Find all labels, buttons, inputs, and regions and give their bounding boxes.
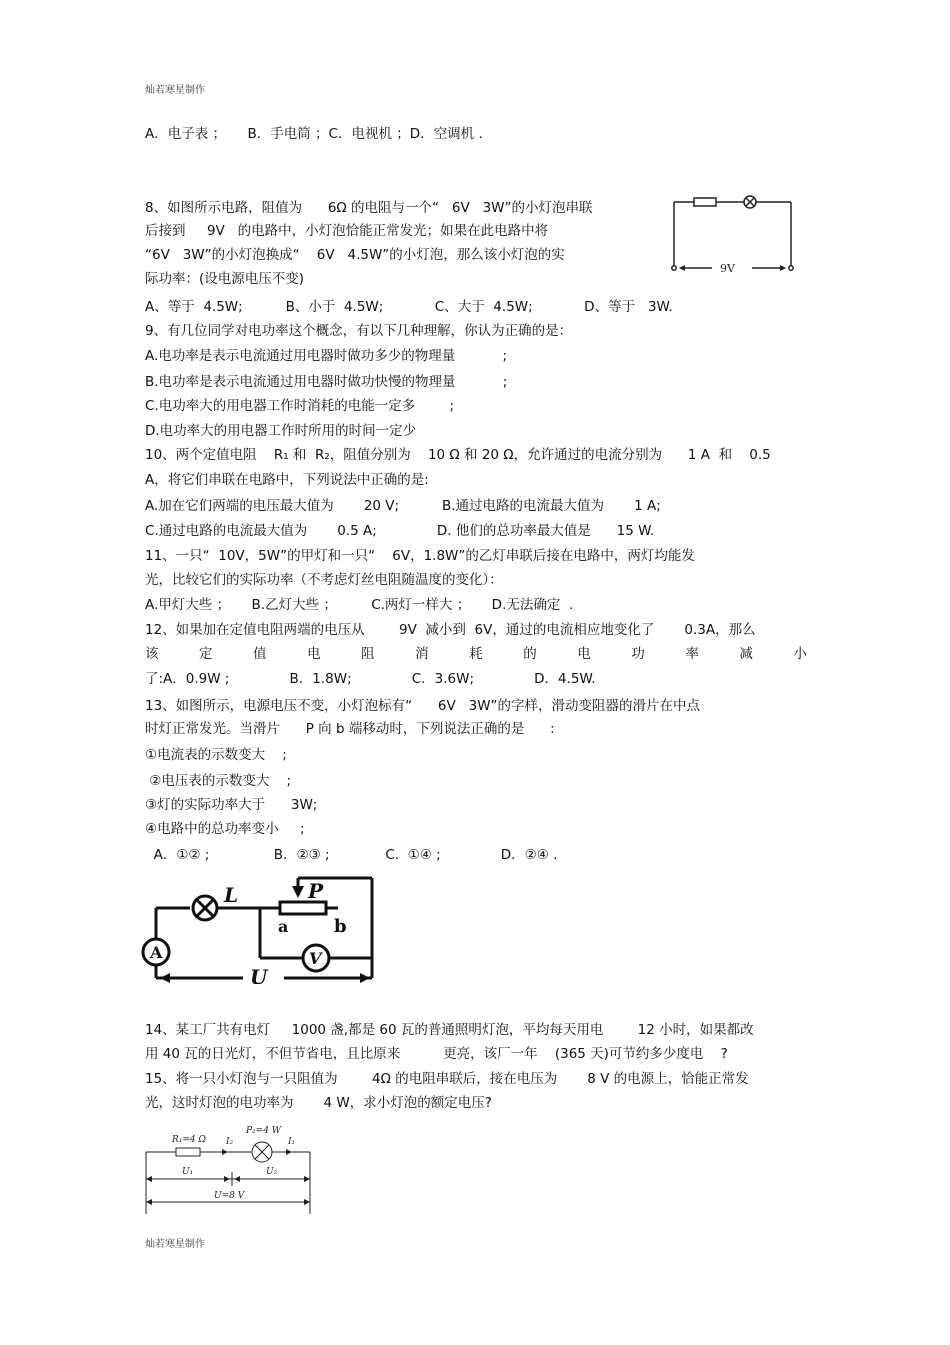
q12-line1: 12、如果加在定值电阻两端的电压从 9V 减小到 6V，通过的电流相应地变化了 0.3A，那么 xyxy=(145,622,756,638)
q12-char: 小 xyxy=(793,646,807,662)
q13-line1: 13、如图所示，电源电压不变，小灯泡标有“ 6V 3W”的字样，滑动变阻器的滑片在中点 xyxy=(145,698,701,714)
q9-option-a: A.电功率是表示电流通过用电器时做功多少的物理量 ; xyxy=(145,348,508,364)
q13-line2: 时灯正常发光。当滑片 P 向 b 端移动时，下列说法正确的是 : xyxy=(145,721,555,737)
resistor xyxy=(176,1148,200,1156)
q9-option-c: C.电功率大的用电器工作时消耗的电能一定多 ; xyxy=(145,398,455,414)
q8-line2: 后接到 9V 的电路中，小灯泡恰能正常发光；如果在此电路中将 xyxy=(145,223,549,239)
q14-line1: 14、某工厂共有电灯 1000 盏,都是 60 瓦的普通照明灯泡，平均每天用电 12 小时，如果都改 xyxy=(145,1022,754,1038)
q12-char: 的 xyxy=(523,646,537,662)
i2-label: I₂ xyxy=(226,1137,234,1147)
q10-line2: A，将它们串联在电路中，下列说法中正确的是: xyxy=(145,472,429,488)
p2-label: P₂=4 W xyxy=(246,1126,282,1136)
q13-statement-2: ②电压表的示数变大 ; xyxy=(145,773,292,789)
q12-char: 耗 xyxy=(469,646,483,662)
r1-label: R₁=4 Ω xyxy=(172,1135,206,1145)
q12-line3: 了:A．0.9W ; B．1.8W; C．3.6W; D．4.5W. xyxy=(145,671,596,687)
u1-label: U₁ xyxy=(182,1167,194,1177)
q12-line2 xyxy=(145,645,807,663)
q8-line4: 际功率：(设电源电压不变) xyxy=(145,271,305,287)
end-b-label: b xyxy=(334,916,347,937)
page-header: 灿若寒星制作 xyxy=(145,85,205,96)
q13-statement-3: ③灯的实际功率大于 3W; xyxy=(145,797,318,813)
end-a-label: a xyxy=(278,917,289,936)
q13-statement-1: ①电流表的示数变大 ; xyxy=(145,747,287,763)
q10-line1: 10、两个定值电阻 R₁ 和 R₂，阻值分别为 10 Ω 和 20 Ω，允许通过的电流分别为 1 A 和 0.5 xyxy=(145,447,771,463)
voltmeter-label: V xyxy=(309,949,322,968)
q10-options-cd: C.通过电路的电流最大值为 0.5 A; D. 他们的总功率最大值是 15 W. xyxy=(145,523,655,539)
ammeter-label: A xyxy=(150,943,163,962)
q8-line3: “6V 3W”的小灯泡换成“ 6V 4.5W”的小灯泡，那么该小灯泡的实 xyxy=(145,247,565,263)
q15-line2: 光，这时灯泡的电功率为 4 W，求小灯泡的额定电压? xyxy=(145,1095,492,1111)
q9-option-d: D.电功率大的用电器工作时所用的时间一定少 xyxy=(145,423,417,439)
q11-line1: 11、一只“ 10V，5W”的甲灯和一只“ 6V，1.8W”的乙灯串联后接在电路中，两灯均能发 xyxy=(145,548,695,564)
q12-char: 减 xyxy=(739,646,753,662)
q8-options: A、等于 4.5W; B、小于 4.5W; C、大于 4.5W; D、等于 3W. xyxy=(145,299,673,315)
q12-char: 电 xyxy=(307,646,321,662)
q12-char: 值 xyxy=(253,646,267,662)
voltage-label: U xyxy=(250,965,268,984)
q12-char: 电 xyxy=(577,646,591,662)
q10-options-ab: A.加在它们两端的电压最大值为 20 V; B.通过电路的电流最大值为 1 A; xyxy=(145,498,661,514)
q13-options: A．①② ; B．②③ ; C. ①④ ; D．②④ . xyxy=(145,847,558,863)
u2-label: U₂ xyxy=(266,1167,278,1177)
q12-char: 阻 xyxy=(361,646,375,662)
q11-options: A.甲灯大些 ； B.乙灯大些 ； C.两灯一样大 ； D.无法确定 . xyxy=(145,597,574,613)
q8-voltage-label: 9V xyxy=(720,262,735,275)
q14-line2: 用 40 瓦的日光灯，不但节省电，且比原来 更亮，该厂一年 (365 天)可节约多少度电 ? xyxy=(145,1046,728,1062)
q12-char: 功 xyxy=(631,646,645,662)
q9-stem: 9、有几位同学对电功率这个概念，有以下几种理解，你认为正确的是： xyxy=(145,323,573,339)
lamp-label: L xyxy=(224,883,239,907)
q12-char: 消 xyxy=(415,646,429,662)
slider-label: P xyxy=(308,879,324,903)
u-label: U=8 V xyxy=(214,1191,245,1201)
i1-label: I₁ xyxy=(288,1137,296,1147)
q12-char: 率 xyxy=(685,646,699,662)
q12-char: 该 xyxy=(145,646,159,662)
q9-option-b: B.电功率是表示电流通过用电器时做功快慢的物理量 ; xyxy=(145,374,508,390)
q11-line2: 光，比较它们的实际功率（不考虑灯丝电阻随温度的变化）： xyxy=(145,572,503,588)
q13-statement-4: ④电路中的总功率变小 ; xyxy=(145,821,305,837)
q15-line1: 15、将一只小灯泡与一只阻值为 4Ω 的电阻串联后，接在电压为 8 V 的电源上，恰能正常发 xyxy=(145,1071,749,1087)
rheostat xyxy=(280,902,326,914)
q7-options: A．电子表 ； B．手电筒 ；C．电视机 ；D．空调机 . xyxy=(145,126,483,142)
q8-line1: 8、如图所示电路，阻值为 6Ω 的电阻与一个“ 6V 3W”的小灯泡串联 xyxy=(145,200,593,216)
q15-circuit-figure xyxy=(142,1122,314,1214)
q8-circuit-figure xyxy=(668,190,798,280)
q12-char: 定 xyxy=(199,646,213,662)
page-footer: 灿若寒星制作 xyxy=(145,1239,205,1250)
q13-circuit-figure xyxy=(138,872,378,984)
resistor xyxy=(694,198,716,206)
